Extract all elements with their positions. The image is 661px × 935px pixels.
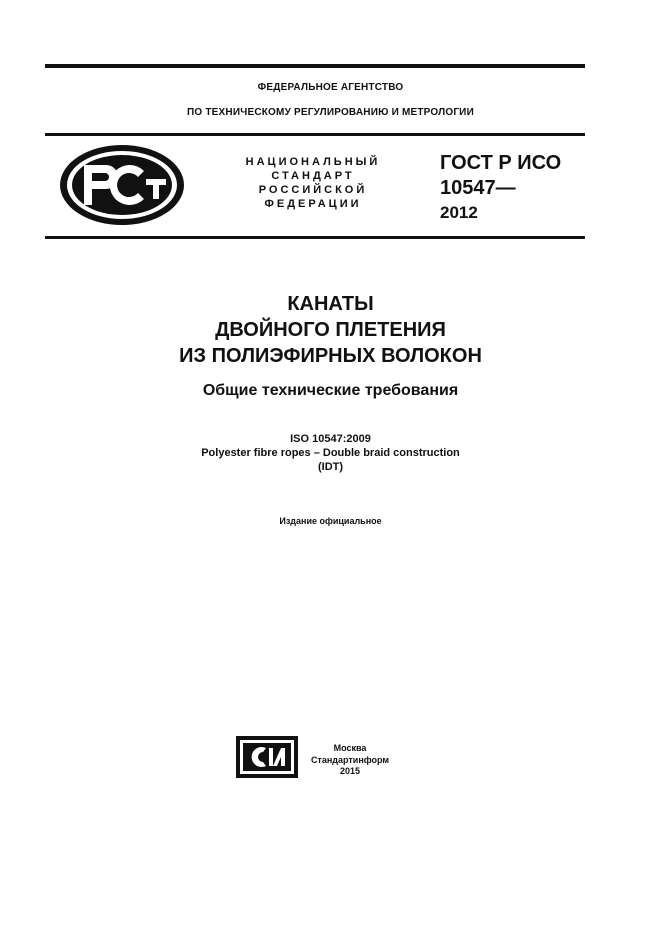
- edition-note: Издание официальное: [279, 516, 382, 526]
- iso-code: ISO 10547:2009: [290, 433, 371, 445]
- iso-english-title: Polyester fibre ropes – Double braid construction: [201, 447, 460, 459]
- agency-line-1: ФЕДЕРАЛЬНОЕ АГЕНТСТВО: [257, 82, 404, 93]
- header-top-rule: [45, 133, 585, 136]
- publisher-city: Москва: [333, 743, 367, 753]
- header-bottom-rule: [45, 236, 585, 239]
- national-line-1: НАЦИОНАЛЬНЫЙ: [245, 156, 381, 168]
- title-line-3: ИЗ ПОЛИЭФИРНЫХ ВОЛОКОН: [179, 345, 482, 367]
- agency-line-2: ПО ТЕХНИЧЕСКОМУ РЕГУЛИРОВАНИЮ И МЕТРОЛОГИИ: [187, 107, 474, 118]
- document-title: [0, 291, 661, 369]
- top-rule: [45, 64, 585, 68]
- publisher-name: Стандартинформ: [310, 754, 390, 765]
- standard-year: 2012: [440, 203, 478, 222]
- publisher-info: [300, 743, 400, 778]
- iso-equivalence: (IDT): [317, 461, 344, 473]
- rst-certification-mark-icon: [58, 143, 186, 227]
- national-standard-label: [228, 155, 398, 211]
- standartinform-logo-icon: [236, 736, 298, 778]
- standard-designation-line-2: 10547—: [440, 177, 516, 199]
- publisher-year: 2015: [339, 766, 361, 776]
- document-subtitle: Общие технические требования: [202, 382, 459, 399]
- title-line-2: ДВОЙНОГО ПЛЕТЕНИЯ: [215, 319, 446, 341]
- national-line-4: ФЕДЕРАЦИИ: [264, 198, 362, 210]
- iso-reference: [0, 432, 661, 474]
- national-line-2: СТАНДАРТ: [271, 170, 355, 182]
- standard-designation-line-1: ГОСТ Р ИСО: [440, 152, 562, 174]
- title-line-1: КАНАТЫ: [287, 293, 374, 315]
- national-line-3: РОССИЙСКОЙ: [258, 184, 368, 196]
